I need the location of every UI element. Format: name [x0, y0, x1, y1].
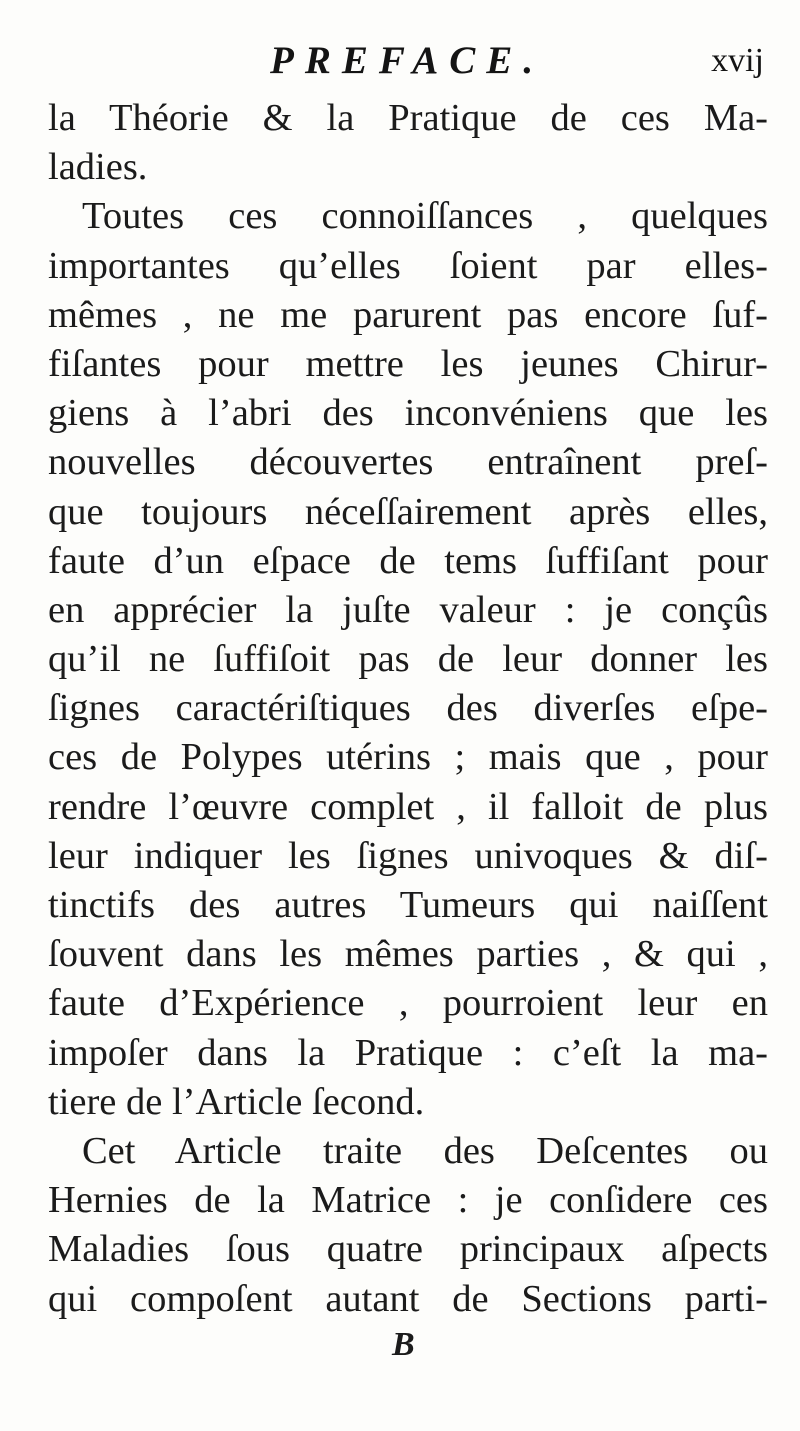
text-line: ſignes caractériſtiques des diverſes eſpe-: [48, 687, 768, 730]
text-line: nouvelles découvertes entraînent preſ-: [48, 441, 768, 484]
text-line: qu’il ne ſuffiſoit pas de leur donner les: [48, 638, 768, 681]
text-line: impoſer dans la Pratique : c’eſt la ma-: [48, 1031, 768, 1074]
text-line: leur indiquer les ſignes univoques & diſ-: [48, 834, 768, 877]
text-line: fiſantes pour mettre les jeunes Chirur-: [48, 342, 768, 385]
text-line: Cet Article traite des Deſcentes ou: [82, 1129, 768, 1172]
text-line: Toutes ces connoiſſances , quelques: [82, 195, 768, 238]
text-line: tiere de l’Article ſecond.: [48, 1080, 425, 1123]
text-line: la Théorie & la Pratique de ces Ma-: [48, 97, 768, 139]
text-line: Hernies de la Matrice : je conſidere ces: [48, 1179, 768, 1222]
text-line: rendre l’œuvre complet , il falloit de plus: [48, 785, 768, 828]
text-line: ſouvent dans les mêmes parties , & qui ,: [48, 933, 768, 976]
text-line: faute d’un eſpace de tems ſuffiſant pour: [48, 539, 768, 582]
text-line: qui compoſent autant de Sections parti-: [48, 1277, 768, 1320]
text-line: que toujours néceſſairement après elles,: [48, 490, 768, 533]
page-number: xvij: [711, 42, 764, 79]
text-line: tinctifs des autres Tumeurs qui naiſſent: [48, 884, 768, 926]
text-line: ces de Polypes utérins ; mais que , pour: [48, 736, 768, 779]
text-line: Maladies ſous quatre principaux aſpects: [48, 1228, 768, 1271]
text-line: importantes qu’elles ſoient par elles-: [48, 244, 768, 287]
text-line: giens à l’abri des inconvéniens que les: [48, 392, 768, 435]
text-line: en apprécier la juſte valeur : je conçûs: [48, 588, 768, 631]
signature-mark: B: [392, 1326, 415, 1363]
text-line: faute d’Expérience , pourroient leur en: [48, 982, 768, 1025]
running-head: [0, 38, 800, 88]
running-title: PREFACE.: [270, 39, 545, 82]
text-line: mêmes , ne me parurent pas encore ſuf-: [48, 293, 768, 336]
body-text: [48, 94, 768, 1324]
text-line: ladies.: [48, 146, 148, 189]
